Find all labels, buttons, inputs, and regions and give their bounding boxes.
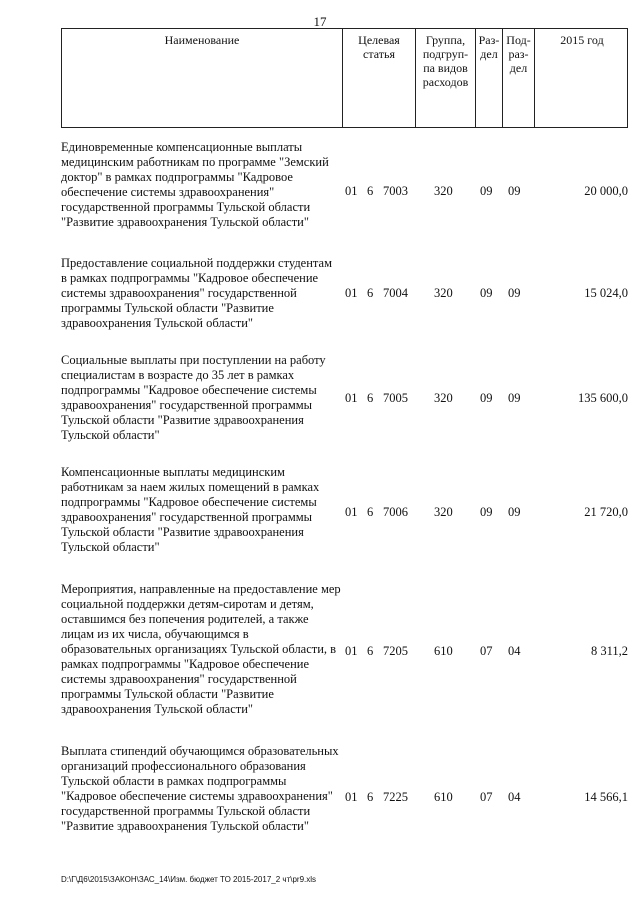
header-year: 2015 год (534, 29, 629, 127)
row-name: Предоставление социальной поддержки студентам в рамках подпрограммы "Кадровое обеспечение системы здравоохранения" государственной программы Тульской области "Развитие здравоохранения Тульской области" (61, 256, 332, 330)
header-target: Целевая статья (342, 29, 415, 127)
row-subsection: 09 (508, 391, 521, 405)
row-group: 320 (434, 184, 453, 198)
row-cs2: 6 (367, 644, 374, 658)
row-cs2: 6 (367, 790, 374, 804)
row-group: 320 (434, 286, 453, 300)
row-cs3: 7225 (383, 790, 408, 804)
row-subsection: 09 (508, 184, 521, 198)
row-cs3: 7004 (383, 286, 408, 300)
row-amount: 20 000,0 (584, 184, 628, 198)
page-number: 17 (313, 14, 327, 29)
header-section: Раз- дел (475, 29, 502, 127)
row-cs2: 6 (367, 505, 374, 519)
header-group: Группа, подгруп- па видов расходов (415, 29, 475, 127)
row-cs2: 6 (367, 286, 374, 300)
row-cs1: 01 (345, 790, 358, 804)
row-cs1: 01 (345, 286, 358, 300)
row-amount: 8 311,2 (590, 644, 628, 658)
row-name: Компенсационные выплаты медицинским работникам за наем жилых помещений в рамках подпрограммы "Кадровое обеспечение системы здравоохранения" государственной программы Тульской области "Развитие здравоохранения Тульской области" (61, 465, 320, 554)
header-name: Наименование (164, 33, 240, 47)
row-section: 09 (480, 391, 493, 405)
row-cs1: 01 (345, 391, 358, 405)
row-amount: 15 024,0 (584, 286, 628, 300)
row-group: 320 (434, 391, 453, 405)
row-subsection: 09 (508, 286, 521, 300)
row-cs3: 7005 (383, 391, 408, 405)
row-section: 09 (480, 505, 493, 519)
row-group: 610 (434, 644, 453, 658)
table-header (61, 28, 628, 128)
row-amount: 135 600,0 (578, 391, 628, 405)
row-group: 610 (434, 790, 453, 804)
row-cs1: 01 (345, 644, 358, 658)
row-subsection: 04 (508, 644, 521, 658)
row-name: Единовременные компенсационные выплаты медицинским работникам по программе "Земский доктор" в рамках подпрограммы "Кадровое обеспечение системы здравоохранения" государственной программы Тульской области "Развитие здравоохранения Тульской области" (61, 140, 329, 229)
row-amount: 21 720,0 (584, 505, 628, 519)
row-cs3: 7003 (383, 184, 408, 198)
row-name: Выплата стипендий обучающимся образовательных организаций профессионального образования Тульской области в рамках подпрограммы "Кадровое обеспечение системы здравоохранения" государственной программы Тульской области "Развитие здравоохранения Тульской области" (61, 744, 339, 833)
row-section: 09 (480, 184, 493, 198)
header-subsection: Под- раз- дел (502, 29, 534, 127)
row-cs1: 01 (345, 505, 358, 519)
row-group: 320 (434, 505, 453, 519)
row-subsection: 09 (508, 505, 521, 519)
row-cs2: 6 (367, 391, 374, 405)
row-name: Социальные выплаты при поступлении на работу специалистам в возрасте до 35 лет в рамках подпрограммы "Кадровое обеспечение системы здравоохранения" государственной программы Тульской области "Развитие здравоохранения Тульской области" (61, 353, 326, 442)
row-subsection: 04 (508, 790, 521, 804)
row-name: Мероприятия, направленные на предоставление мер социальной поддержки детям-сиротам и детям, оставшимся без попечения родителей, а также лицам из их числа, обучающимся в образовательных организациях Тульской области, в рамках подпрограммы "Кадровое обеспечение системы здравоохранения" государственной программы Тульской области "Развитие здравоохранения Тульской области" (61, 582, 341, 716)
row-cs2: 6 (367, 184, 374, 198)
file-path-footer: D:\Г\Д6\2015\ЗАКОН\ЗАС_14\Изм. бюджет ТО 2015-2017_2 чт\pr9.xls (61, 875, 317, 884)
row-cs3: 7006 (383, 505, 408, 519)
row-section: 09 (480, 286, 493, 300)
row-section: 07 (480, 790, 493, 804)
row-amount: 14 566,1 (584, 790, 628, 804)
row-section: 07 (480, 644, 493, 658)
row-cs3: 7205 (383, 644, 408, 658)
row-cs1: 01 (345, 184, 358, 198)
